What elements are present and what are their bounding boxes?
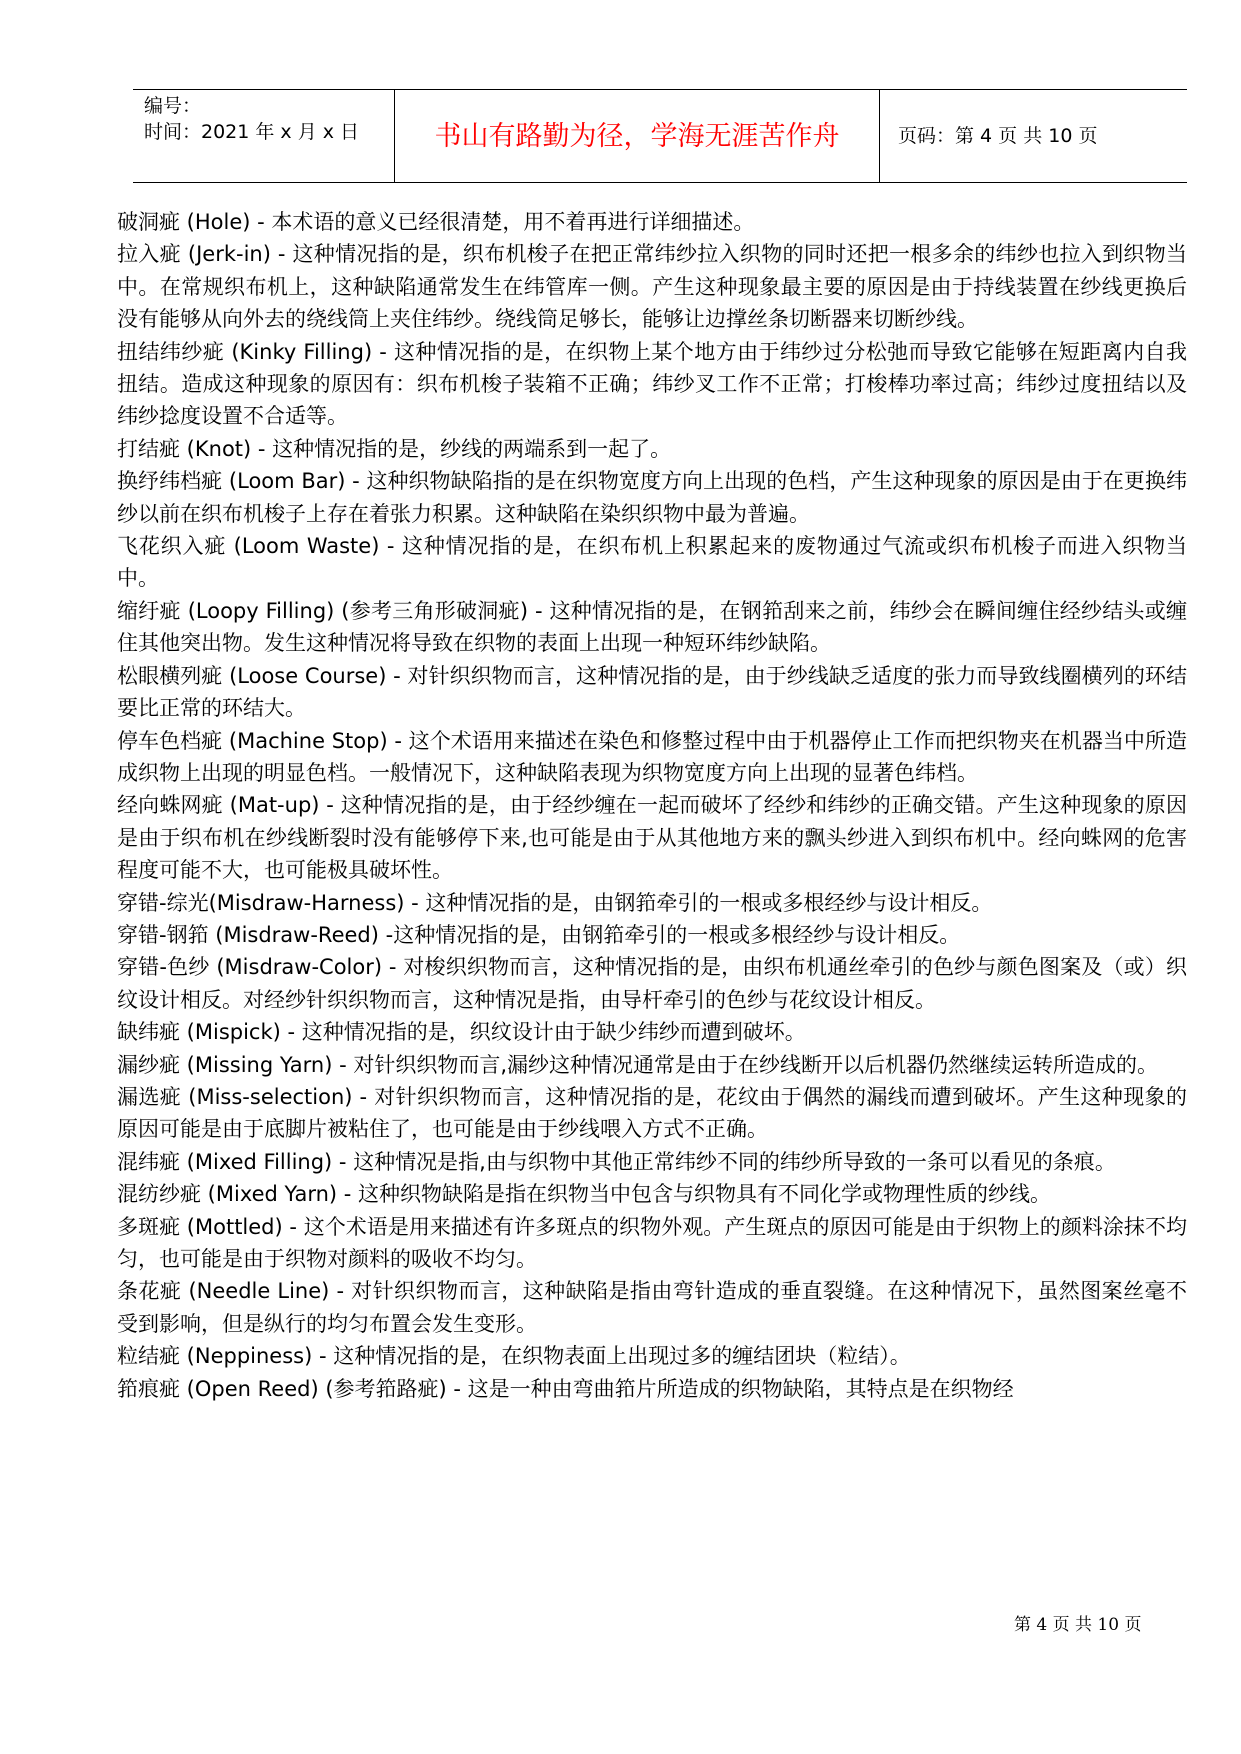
glossary-term: 混纬疵 (Mixed Filling) - bbox=[117, 1149, 354, 1174]
glossary-definition: 对针织织物而言,漏纱这种情况通常是由于在纱线断开以后机器仍然继续运转所造成的。 bbox=[353, 1052, 1159, 1077]
header-meta-cell bbox=[133, 90, 395, 182]
glossary-definition: 这个术语是用来描述有许多斑点的织物外观。产生斑点的原因可能是由于织物上的颜料涂抹不均匀，也可能是由于织物对颜料的吸收不均匀。 bbox=[117, 1214, 1187, 1271]
glossary-definition: 这种情况指的是，由钢筘牵引的一根或多根经纱与设计相反。 bbox=[393, 922, 961, 947]
glossary-term: 筘痕疵 (Open Reed) (参考筘路疵) - bbox=[117, 1376, 468, 1401]
glossary-body bbox=[117, 206, 1187, 1405]
glossary-term: 经向蛛网疵 (Mat-up) - bbox=[117, 793, 341, 818]
glossary-entry bbox=[117, 725, 1187, 790]
glossary-term: 破洞疵 (Hole) - bbox=[117, 210, 272, 234]
glossary-definition: 这种情况指的是，织纹设计由于缺少纬纱而遭到破坏。 bbox=[301, 1020, 806, 1045]
glossary-definition: 对针织织物而言，这种缺陷是指由弯针造成的垂直裂缝。在这种情况下，虽然图案丝毫不受到影响，但是纵行的均匀布置会发生变形。 bbox=[117, 1279, 1188, 1336]
glossary-term: 穿错-综光(Misdraw-Harness) - bbox=[117, 890, 426, 915]
glossary-term: 穿错-色纱 (Misdraw-Color) - bbox=[117, 955, 404, 980]
glossary-entry bbox=[117, 1016, 1187, 1048]
glossary-entry bbox=[117, 238, 1187, 335]
glossary-entry bbox=[117, 1211, 1187, 1276]
glossary-entry bbox=[117, 1081, 1187, 1146]
glossary-definition: 这种情况指的是，由钢筘牵引的一根或多根经纱与设计相反。 bbox=[425, 890, 993, 915]
glossary-entry bbox=[117, 1275, 1187, 1340]
glossary-definition: 这种情况指的是，织布机梭子在把正常纬纱拉入织物的同时还把一根多余的纬纱也拉入到织物当中。在常规织布机上，这种缺陷通常发生在纬管库一侧。产生这种现象最主要的原因是由于持线装置在纱线更换后没有能够从向外去的绕线筒上夹住纬纱。绕线筒足够长，能够让边撑丝条切断器来切断纱线。 bbox=[117, 242, 1188, 332]
page-footer: 第 4 页 共 10 页 bbox=[1014, 1615, 1142, 1635]
glossary-entry bbox=[117, 1178, 1187, 1210]
glossary-term: 混纺纱疵 (Mixed Yarn) - bbox=[117, 1182, 359, 1207]
glossary-term: 扭结纬纱疵 (Kinky Filling) - bbox=[117, 339, 394, 364]
glossary-term: 换纾纬档疵 (Loom Bar) - bbox=[117, 469, 367, 494]
glossary-definition: 这是一种由弯曲筘片所造成的织物缺陷，其特点是在织物经 bbox=[467, 1376, 1014, 1401]
glossary-definition: 这种情况指的是，在织布机上积累起来的废物通过气流或织布机梭子而进入织物当中。 bbox=[117, 534, 1187, 591]
glossary-definition: 这种情况指的是，纱线的两端系到一起了。 bbox=[272, 436, 672, 461]
glossary-term: 条花疵 (Needle Line) - bbox=[117, 1279, 352, 1304]
glossary-definition: 这种织物缺陷指的是在织物宽度方向上出现的色档，产生这种现象的原因是由于在更换纬纱以前在织布机梭子上存在着张力积累。这种缺陷在染织织物中最为普遍。 bbox=[117, 469, 1188, 526]
glossary-definition: 这种情况指的是，由于经纱缠在一起而破坏了经纱和纬纱的正确交错。产生这种现象的原因是由于织布机在纱线断裂时没有能够停下来,也可能是由于从其他地方来的飘头纱进入到织布机中。经向蛛网的危害程度可能不大，也可能极具破坏性。 bbox=[117, 793, 1187, 883]
glossary-term: 缺纬疵 (Mispick) - bbox=[117, 1020, 302, 1045]
glossary-entry bbox=[117, 433, 1187, 465]
glossary-entry bbox=[117, 887, 1187, 919]
glossary-entry bbox=[117, 1340, 1187, 1372]
glossary-term: 多斑疵 (Mottled) - bbox=[117, 1214, 304, 1239]
glossary-entry bbox=[117, 530, 1187, 595]
glossary-definition: 对针织织物而言，这种情况指的是，由于纱线缺乏适度的张力而导致线圈横列的环结要比正常的环结大。 bbox=[117, 663, 1187, 721]
glossary-term: 缩纡疵 (Loopy Filling) (参考三角形破洞疵) - bbox=[117, 598, 550, 623]
glossary-term: 停车色档疵 (Machine Stop) - bbox=[117, 728, 409, 753]
glossary-definition: 这种织物缺陷是指在织物当中包含与织物具有不同化学或物理性质的纱线。 bbox=[358, 1182, 1052, 1207]
glossary-entry bbox=[117, 919, 1187, 951]
glossary-entry bbox=[117, 1146, 1187, 1178]
glossary-definition: 本术语的意义已经很清楚，用不着再进行详细描述。 bbox=[271, 210, 755, 234]
glossary-definition: 这种情况是指,由与织物中其他正常纬纱不同的纬纱所导致的一条可以看见的条痕。 bbox=[353, 1149, 1116, 1174]
glossary-term: 漏选疵 (Miss-selection) - bbox=[117, 1084, 375, 1109]
glossary-entry bbox=[117, 1049, 1187, 1081]
header-motto-cell bbox=[395, 90, 880, 182]
glossary-entry bbox=[117, 595, 1187, 660]
document-time-label: 时间：2021 年 x 月 x 日 bbox=[144, 121, 360, 143]
document-number-label: 编号： bbox=[144, 95, 202, 117]
header-page-info: 页码：第 4 页 共 10 页 bbox=[898, 125, 1098, 147]
glossary-term: 穿错-钢筘 (Misdraw-Reed) - bbox=[117, 922, 394, 947]
glossary-term: 漏纱疵 (Missing Yarn) - bbox=[117, 1052, 354, 1077]
glossary-entry bbox=[117, 1373, 1187, 1405]
glossary-term: 打结疵 (Knot) - bbox=[117, 436, 273, 461]
page-header bbox=[133, 89, 1187, 183]
glossary-entry bbox=[117, 789, 1187, 886]
glossary-definition: 这个术语用来描述在染色和修整过程中由于机器停止工作而把织物夹在机器当中所造成织物上出现的明显色档。一般情况下，这种缺陷表现为织物宽度方向上出现的显著色纬档。 bbox=[117, 728, 1187, 785]
glossary-term: 粒结疵 (Neppiness) - bbox=[117, 1344, 334, 1369]
header-motto: 书山有路勤为径，学海无涯苦作舟 bbox=[434, 121, 840, 152]
header-page-cell bbox=[880, 90, 1187, 182]
glossary-entry bbox=[117, 336, 1187, 433]
glossary-entry bbox=[117, 206, 1187, 238]
glossary-term: 飞花织入疵 (Loom Waste) - bbox=[117, 534, 402, 559]
glossary-definition: 这种情况指的是，在钢筘刮来之前，纬纱会在瞬间缠住经纱结头或缠住其他突出物。发生这种情况将导致在织物的表面上出现一种短环纬纱缺陷。 bbox=[117, 598, 1188, 656]
glossary-entry bbox=[117, 951, 1187, 1016]
glossary-definition: 这种情况指的是，在织物上某个地方由于纬纱过分松弛而导致它能够在短距离内自我扭结。造成这种现象的原因有：织布机梭子装箱不正确；纬纱叉工作不正常；打梭棒功率过高；纬纱过度扭结以及纬纱捻度设置不合适等。 bbox=[117, 339, 1188, 429]
glossary-entry bbox=[117, 660, 1187, 725]
glossary-definition: 对梭织织物而言，这种情况指的是，由织布机通丝牵引的色纱与颜色图案及（或）织纹设计相反。对经纱针织织物而言，这种情况是指，由导杆牵引的色纱与花纹设计相反。 bbox=[117, 955, 1188, 1012]
glossary-term: 松眼横列疵 (Loose Course) - bbox=[117, 663, 408, 688]
glossary-definition: 这种情况指的是，在织物表面上出现过多的缠结团块（粒结）。 bbox=[333, 1344, 911, 1369]
glossary-definition: 对针织织物而言，这种情况指的是，花纹由于偶然的漏线而遭到破坏。产生这种现象的原因可能是由于底脚片被粘住了，也可能是由于纱线喂入方式不正确。 bbox=[117, 1084, 1188, 1142]
glossary-term: 拉入疵 (Jerk-in) - bbox=[117, 242, 293, 267]
glossary-entry bbox=[117, 465, 1187, 530]
